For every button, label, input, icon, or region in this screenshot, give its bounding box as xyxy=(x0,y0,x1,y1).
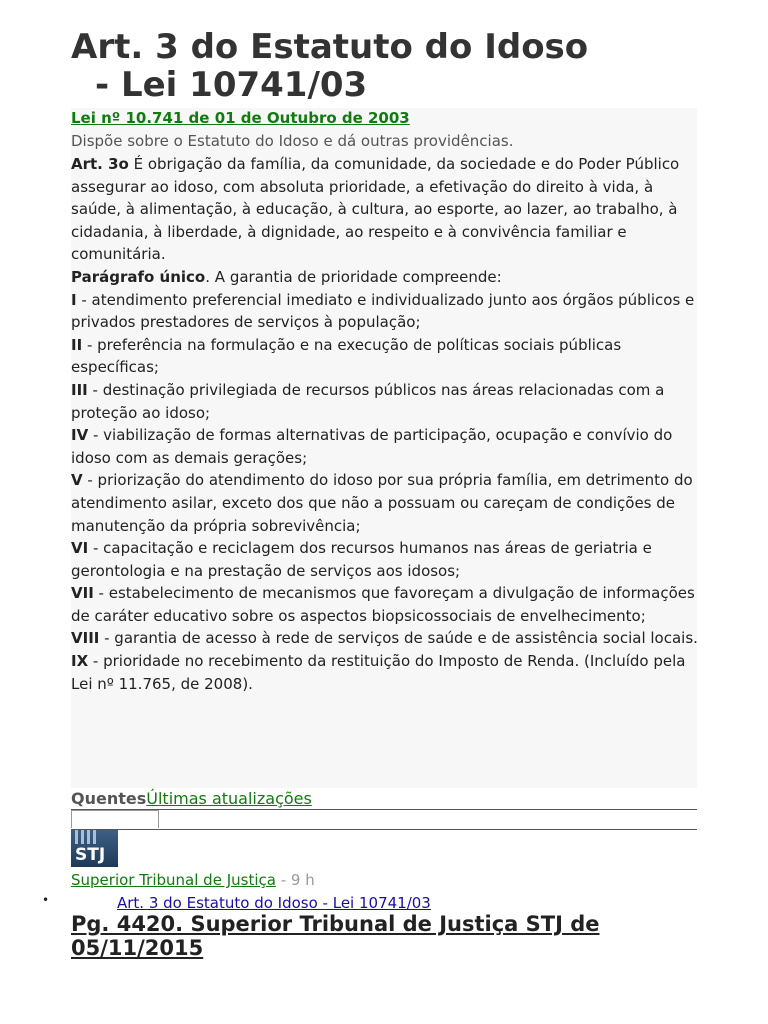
logo-column-shape xyxy=(75,830,78,844)
item-text: - priorização do atendimento do idoso por sua própria família, em detrimento do atendimento asilar, exceto dos que não a possuam ou careçam de condições de manutenção da própria sobrevivência; xyxy=(71,471,693,535)
item-number: IX xyxy=(71,652,89,671)
news-tabs xyxy=(71,788,312,810)
item-number: I xyxy=(71,290,77,309)
tabs-divider-top xyxy=(71,809,697,810)
item-number: V xyxy=(71,471,83,490)
item-number: VI xyxy=(71,539,89,558)
list-item xyxy=(71,650,699,695)
logo-column-shape xyxy=(81,830,84,844)
tabs-divider-bottom xyxy=(71,829,697,830)
item-text: - preferência na formulação e na execução de políticas sociais públicas específicas; xyxy=(71,335,622,377)
news-headline[interactable]: Pg. 4420. Superior Tribunal de Justiça STJ de 05/11/2015 xyxy=(71,912,600,960)
item-text: - garantia de acesso à rede de serviços de saúde e de assistência social locais. xyxy=(99,629,698,648)
list-item xyxy=(71,469,699,537)
list-item xyxy=(71,424,699,469)
item-text: - viabilização de formas alternativas de participação, ocupação e convívio do idoso com as demais gerações; xyxy=(71,426,673,467)
tab-hot[interactable]: Quentes xyxy=(71,789,147,808)
article-head: Art. 3o xyxy=(71,155,129,173)
list-item xyxy=(71,537,699,582)
item-text: - prioridade no recebimento da restituição do Imposto de Renda. (Incluído pela Lei nº 11.765, de 2008). xyxy=(71,652,686,693)
list-bullet: • xyxy=(42,893,50,907)
article-paragraph xyxy=(71,153,699,266)
logo-column-shape xyxy=(87,830,90,844)
item-text: - estabelecimento de mecanismos que favoreçam a divulgação de informações de caráter educativo sobre os aspectos biopsicossociais de envelhecimento; xyxy=(71,584,695,625)
item-number: VIII xyxy=(71,629,100,648)
law-link[interactable]: Lei nº 10.741 de 01 de Outubro de 2003 xyxy=(71,109,410,127)
stj-logo[interactable] xyxy=(71,830,118,867)
source-time: - 9 h xyxy=(275,871,315,889)
article-text: É obrigação da família, da comunidade, da sociedade e do Poder Público assegurar ao idoso, com absoluta prioridade, a efetivação do direito à vida, à saúde, à alimentação, à educação, à cultura, ao esporte, ao lazer, ao trabalho, à cidadania, à liberdade, à dignidade, ao respeito e à convivência familiar e comunitária. xyxy=(71,155,680,264)
list-item xyxy=(71,334,699,379)
page-title-line2: - Lei 10741/03 xyxy=(95,65,368,105)
news-article-link[interactable]: Art. 3 do Estatuto do Idoso - Lei 10741/03 xyxy=(117,894,431,912)
law-body xyxy=(71,153,699,695)
sole-paragraph-head: Parágrafo único xyxy=(71,267,206,286)
list-item xyxy=(71,627,699,650)
list-item xyxy=(71,379,699,424)
item-text: - capacitação e reciclagem dos recursos humanos nas áreas de geriatria e gerontologia e na prestação de serviços aos idosos; xyxy=(71,539,652,580)
item-number: IV xyxy=(71,426,89,445)
item-text: - destinação privilegiada de recursos públicos nas áreas relacionadas com a proteção ao idoso; xyxy=(71,380,665,422)
logo-column-shape xyxy=(93,830,96,844)
item-number: II xyxy=(71,335,83,354)
news-source xyxy=(71,870,315,891)
page-title-line1: Art. 3 do Estatuto do Idoso xyxy=(71,27,589,67)
source-link[interactable]: Superior Tribunal de Justiça xyxy=(71,871,276,889)
logo-text: STJ xyxy=(75,845,106,865)
law-subtitle: Dispõe sobre o Estatuto do Idoso e dá outras providências. xyxy=(71,132,514,150)
sole-paragraph-text: . A garantia de prioridade compreende: xyxy=(205,267,502,286)
list-item xyxy=(71,582,699,627)
tab-latest[interactable]: Últimas atualizações xyxy=(146,789,312,808)
list-item xyxy=(71,289,699,334)
item-text: - atendimento preferencial imediato e individualizado junto aos órgãos públicos e privados prestadores de serviços à população; xyxy=(71,290,695,332)
law-text-panel xyxy=(71,108,697,788)
tab-indicator xyxy=(71,810,159,828)
sole-paragraph xyxy=(71,266,699,289)
page-title xyxy=(71,28,751,104)
item-number: III xyxy=(71,380,88,399)
item-number: VII xyxy=(71,584,94,603)
